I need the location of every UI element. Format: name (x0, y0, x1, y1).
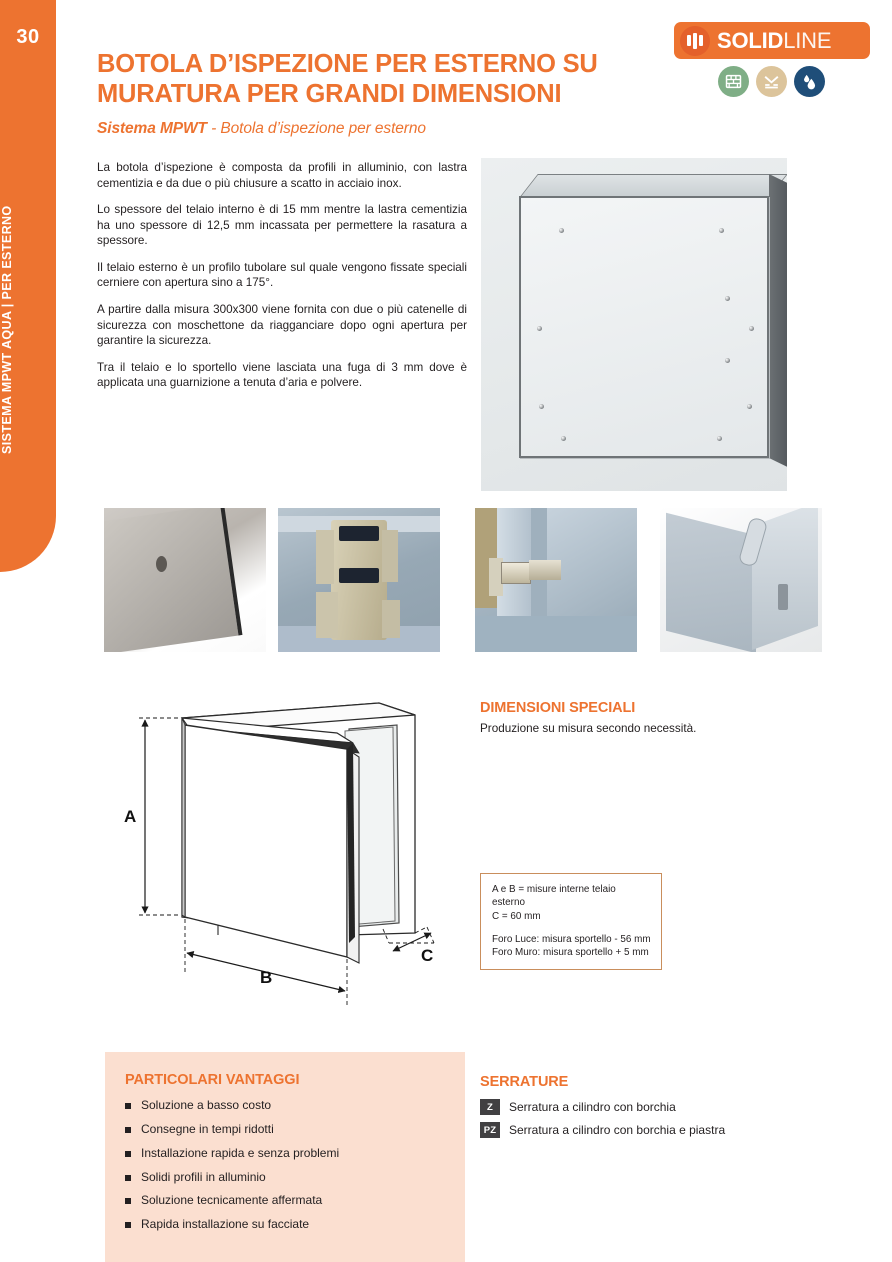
list-item (480, 1122, 820, 1138)
advantages-panel (105, 1052, 465, 1262)
detail-photo-frame-corner (104, 508, 266, 652)
locks-list (480, 1099, 820, 1138)
list-item: Consegne in tempi ridotti (125, 1122, 465, 1137)
logo-bar-center (693, 33, 697, 49)
special-dimensions-text: Produzione su misura secondo necessità. (480, 722, 697, 735)
intro-paragraph-5: Tra il telaio e lo sportello viene lasciata una fuga di 3 mm dove è applicata una guarnizione a tenuta d’aria e polvere. (97, 360, 467, 390)
subtitle-system-name: Sistema MPWT (97, 120, 207, 138)
detail-photo-hinge (475, 508, 637, 652)
info-line-2: C = 60 mm (492, 910, 541, 922)
logo-word-line: LINE (783, 27, 832, 53)
lock-label-z: Serratura a cilindro con borchia (509, 1100, 676, 1114)
water-drops-icon (794, 66, 825, 97)
locks-title: SERRATURE (480, 1074, 569, 1090)
lock-code-badge-pz: PZ (480, 1122, 500, 1138)
brand-logo-block (674, 22, 874, 97)
product-photo-inspection-hatch (481, 158, 787, 491)
list-item: Soluzione tecnicamente affermata (125, 1193, 465, 1208)
logo-bar-left (687, 35, 691, 46)
brick-wall-icon (718, 66, 749, 97)
envelope-insulation-icon (756, 66, 787, 97)
hatch-front-panel (519, 196, 769, 458)
list-item (480, 1099, 820, 1115)
info-line-3: Foro Luce: misura sportello - 56 mm (492, 933, 651, 945)
solidline-bars-icon (680, 26, 710, 56)
list-item: Rapida installazione su facciate (125, 1217, 465, 1232)
solidline-logo (674, 22, 870, 59)
dimension-info-box (480, 873, 662, 970)
lock-label-pz: Serratura a cilindro con borchia e piastra (509, 1123, 726, 1137)
sidebar-vertical-label: SISTEMA MPWT AQUA | PER ESTERNO (0, 205, 14, 455)
logo-bar-right (699, 35, 703, 46)
intro-paragraph-3: Il telaio esterno è un profilo tubolare sul quale vengono fissate speciali cerniere con apertura sino a 175°. (97, 260, 467, 290)
dimension-drawing (97, 685, 477, 1005)
advantages-list (125, 1098, 465, 1233)
intro-paragraph-2: Lo spessore del telaio interno è di 15 mm mentre la lastra cementizia ha uno spessore di 12,5 mm incassata per permettere la rasatura a spessore. (97, 203, 467, 248)
certification-badge-row (674, 66, 874, 97)
page-number: 30 (16, 26, 40, 48)
detail-photo-latch-clasp (278, 508, 440, 652)
page-subtitle (97, 120, 657, 138)
info-line-1: A e B = misure interne telaio esterno (492, 884, 616, 909)
list-item: Installazione rapida e senza problemi (125, 1146, 465, 1161)
dimension-label-a: A (124, 807, 137, 826)
special-dimensions-title: DIMENSIONI SPECIALI (480, 700, 636, 716)
logo-wordmark (717, 28, 831, 54)
intro-text-block (97, 160, 467, 391)
lock-code-badge-z: Z (480, 1099, 500, 1115)
special-dimensions-section (480, 700, 810, 736)
list-item: Soluzione a basso costo (125, 1098, 465, 1113)
hatch-side-face (769, 174, 787, 469)
locks-section (480, 1074, 820, 1145)
dimension-label-b: B (260, 968, 273, 987)
info-line-4: Foro Muro: misura sportello + 5 mm (492, 947, 649, 959)
hatch-top-face (519, 174, 787, 198)
subtitle-description: - Botola d’ispezione per esterno (206, 120, 426, 138)
page-title: BOTOLA D’ISPEZIONE PER ESTERNO SU MURATURA PER GRANDI DIMENSIONI (97, 50, 598, 108)
title-block (97, 50, 657, 138)
list-item: Solidi profili in alluminio (125, 1170, 465, 1185)
dimension-label-c: C (421, 946, 434, 965)
logo-word-solid: SOLID (717, 27, 784, 53)
advantages-title: PARTICOLARI VANTAGGI (125, 1072, 300, 1088)
info-box-spacer (492, 923, 651, 933)
intro-paragraph-1: La botola d’ispezione è composta da profili in alluminio, con lastra cementizia e da due o più chiusure a scatto in acciaio inox. (97, 161, 467, 190)
detail-photo-hatch-corner (660, 508, 822, 652)
intro-paragraph-4: A partire dalla misura 300x300 viene fornita con due o più catenelle di sicurezza con moschettone da riagganciare dopo ogni apertura per garantire la sicurezza. (97, 302, 467, 348)
